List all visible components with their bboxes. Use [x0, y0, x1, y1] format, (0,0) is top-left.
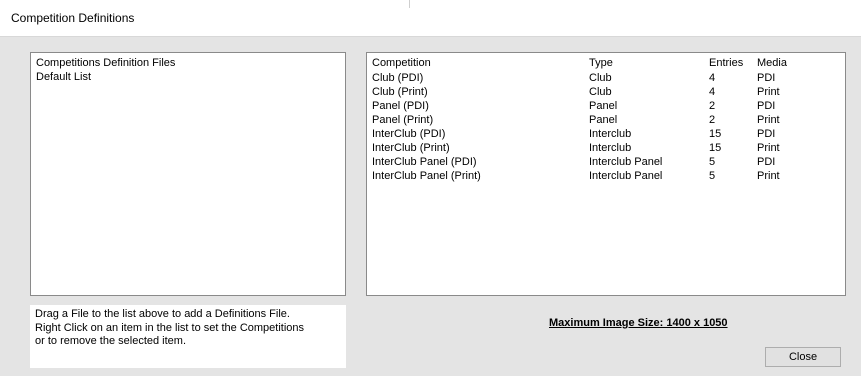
window-title: Competition Definitions — [11, 11, 135, 25]
competition-name: InterClub (Print) — [372, 142, 450, 154]
help-text-box — [30, 305, 346, 368]
competition-media: Print — [757, 86, 780, 98]
column-header-media[interactable]: Media — [757, 57, 787, 69]
competition-name: Club (Print) — [372, 86, 428, 98]
competition-entries: 15 — [709, 142, 722, 154]
competition-entries: 5 — [709, 156, 716, 168]
competition-row[interactable] — [367, 128, 845, 142]
competition-media: Print — [757, 170, 780, 182]
competition-name: InterClub Panel (PDI) — [372, 156, 477, 168]
column-header-type[interactable]: Type — [589, 57, 613, 69]
definition-files-list[interactable] — [30, 52, 346, 296]
competition-name: InterClub Panel (Print) — [372, 170, 481, 182]
competitions-list[interactable] — [366, 52, 846, 296]
competition-row[interactable] — [367, 142, 845, 156]
competition-name: Panel (Print) — [372, 114, 434, 126]
competition-type: Interclub Panel — [589, 170, 663, 182]
competition-entries: 2 — [709, 114, 716, 126]
competition-entries: 2 — [709, 100, 716, 112]
competition-type: Club — [589, 86, 612, 98]
competition-name: Panel (PDI) — [372, 100, 429, 112]
competition-media: PDI — [757, 156, 776, 168]
competition-media: PDI — [757, 100, 776, 112]
help-line: Drag a File to the list above to add a Definitions File. — [35, 308, 290, 320]
title-divider — [409, 0, 410, 8]
competition-row[interactable] — [367, 156, 845, 170]
competition-type: Panel — [589, 100, 618, 112]
competition-row[interactable] — [367, 114, 845, 128]
column-header-competition[interactable]: Competition — [372, 57, 431, 69]
competition-entries: 5 — [709, 170, 716, 182]
competition-media: PDI — [757, 128, 776, 140]
competition-type: Panel — [589, 114, 618, 126]
help-line: Right Click on an item in the list to set the Competitions — [35, 321, 305, 334]
close-button[interactable]: Close — [765, 347, 841, 367]
competition-name: InterClub (PDI) — [372, 128, 446, 140]
competition-name: Club (PDI) — [372, 72, 424, 84]
competition-entries: 4 — [709, 86, 716, 98]
competition-row[interactable] — [367, 72, 845, 86]
competition-type: Club — [589, 72, 612, 84]
help-line: or to remove the selected item. — [35, 335, 187, 347]
competition-entries: 4 — [709, 72, 716, 84]
competition-row[interactable] — [367, 86, 845, 100]
competition-media: Print — [757, 142, 780, 154]
competition-media: Print — [757, 114, 780, 126]
file-item-default-list[interactable]: Default List — [36, 71, 92, 83]
max-image-size-label: Maximum Image Size: 1400 x 1050 — [549, 317, 728, 329]
competition-media: PDI — [757, 72, 776, 84]
competition-type: Interclub Panel — [589, 156, 663, 168]
competition-type: Interclub — [589, 128, 632, 140]
column-header-entries[interactable]: Entries — [709, 57, 744, 69]
competition-row[interactable] — [367, 170, 845, 184]
files-list-header: Competitions Definition Files — [36, 57, 176, 69]
competition-type: Interclub — [589, 142, 632, 154]
title-bar — [0, 0, 861, 37]
competition-row[interactable] — [367, 100, 845, 114]
competition-entries: 15 — [709, 128, 722, 140]
